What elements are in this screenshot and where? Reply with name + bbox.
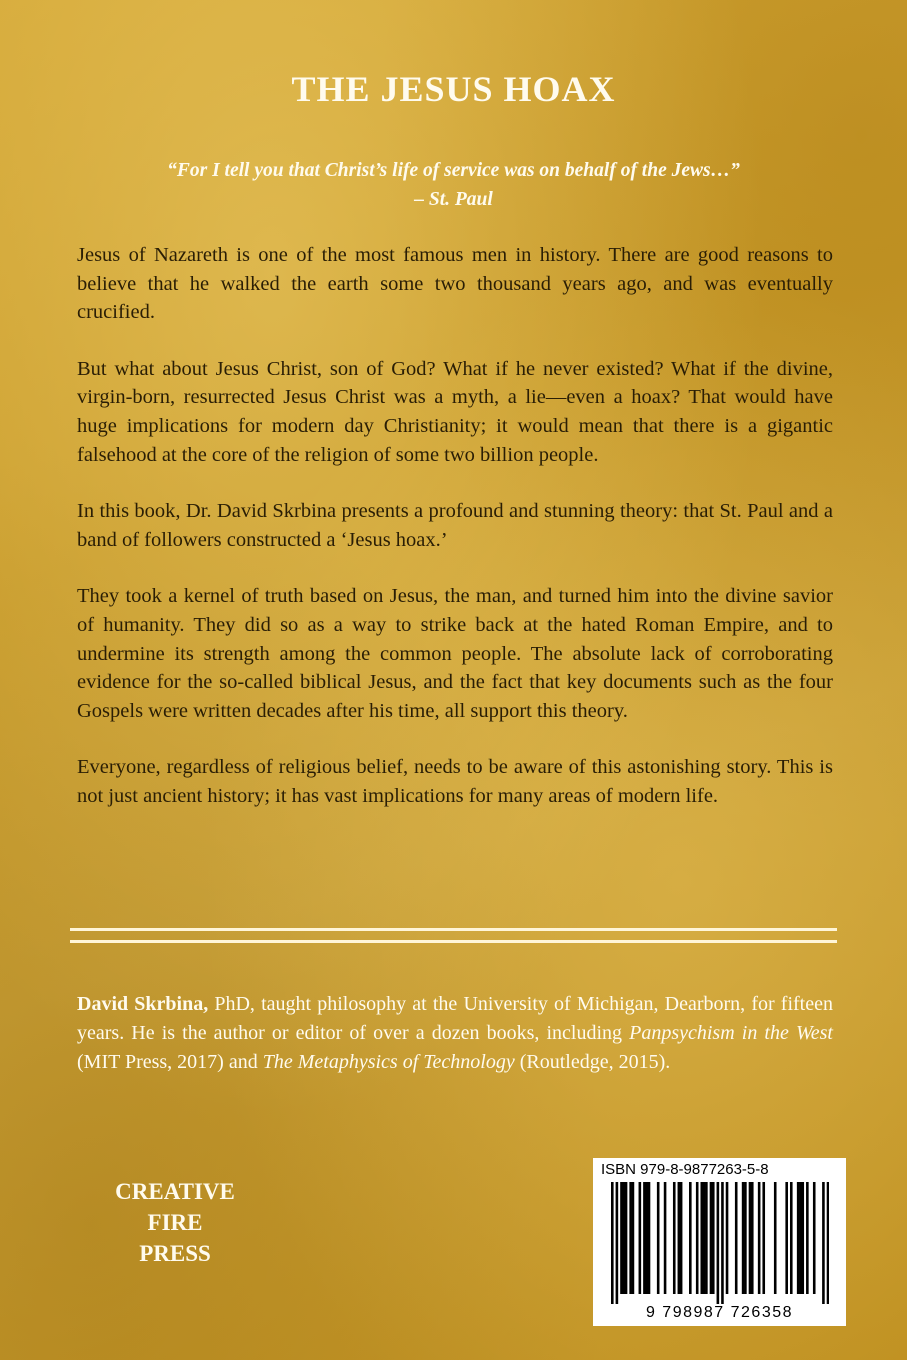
barcode-bar <box>620 1182 623 1294</box>
double-rule-divider <box>70 928 837 943</box>
barcode-bar <box>721 1182 724 1304</box>
publisher-line: CREATIVE <box>115 1179 235 1204</box>
barcode-bar <box>790 1182 793 1294</box>
barcode-bar <box>813 1182 816 1294</box>
barcode-bar <box>822 1182 825 1304</box>
barcode-bar <box>827 1182 829 1304</box>
barcode-bar <box>744 1182 747 1294</box>
blurb-paragraph: They took a kernel of truth based on Jesus, the man, and turned him into the divine savior of humanity. They did so as a way to strike back at the hated Roman Empire, and to undermine its strength among the common people. The absolute lack of corroborating evidence for the so-called biblical Jesus, and the fact that key documents such as the four Gospels were written decades after his time, all support this theory. <box>77 585 833 722</box>
barcode-bars <box>611 1182 829 1304</box>
blurb <box>77 241 833 839</box>
book-reference: The Metaphysics of Technology <box>262 1051 515 1073</box>
barcode-bar <box>696 1182 699 1294</box>
barcode-bar <box>680 1182 683 1294</box>
author-bio-text: (MIT Press, 2017) and <box>77 1051 263 1073</box>
barcode-bar <box>801 1182 804 1294</box>
author-bio-text: (Routledge, 2015). <box>514 1051 671 1073</box>
epigraph <box>60 156 847 214</box>
publisher-logo <box>100 1176 250 1269</box>
publisher-line: PRESS <box>139 1241 211 1266</box>
publisher-line: FIRE <box>147 1210 203 1235</box>
blurb-paragraph: In this book, Dr. David Skrbina presents a profound and stunning theory: that St. Paul and a band of followers constructed a ‘Jesus hoax.’ <box>77 500 833 551</box>
barcode-bar <box>751 1182 754 1294</box>
barcode-bar <box>785 1182 788 1294</box>
barcode-bar <box>664 1182 667 1294</box>
barcode-bar <box>749 1182 752 1294</box>
barcode-digits: 9 798987 726358 <box>645 1304 794 1321</box>
blurb-paragraph: But what about Jesus Christ, son of God? What if he never existed? What if the divine, virgin-born, resurrected Jesus Christ was a myth, a lie—even a hoax? That would have huge implications for modern day Christianity; it would mean that there is a gigantic falsehood at the core of the religion of some two billion people. <box>77 357 833 466</box>
barcode-bar <box>689 1182 692 1294</box>
barcode-bar <box>648 1182 651 1294</box>
barcode-bar <box>799 1182 802 1294</box>
barcode-bar <box>625 1182 628 1294</box>
barcode-bar <box>678 1182 681 1294</box>
author-name: David Skrbina, <box>77 993 209 1015</box>
barcode-bar <box>762 1182 765 1294</box>
barcode-bar <box>673 1182 676 1294</box>
barcode-bar <box>700 1182 703 1294</box>
barcode-bar <box>643 1182 646 1294</box>
book-title: THE JESUS HOAX <box>291 69 616 109</box>
book-reference: Panpsychism in the West <box>629 1022 833 1044</box>
barcode-bar <box>758 1182 761 1294</box>
barcode-bar <box>710 1182 713 1294</box>
barcode-bar <box>616 1182 619 1304</box>
author-bio-text: PhD, taught philosophy at the University of Michigan, Dearborn, for fifteen years. He is the author or editor of over a dozen books, including <box>77 993 833 1044</box>
barcode-bar <box>774 1182 777 1294</box>
barcode-bar <box>712 1182 715 1294</box>
barcode-bar <box>629 1182 632 1294</box>
barcode-bar <box>703 1182 706 1294</box>
author-bio <box>77 990 833 1077</box>
barcode-bar <box>726 1182 729 1294</box>
barcode-bar <box>632 1182 635 1294</box>
barcode-bar <box>742 1182 745 1294</box>
isbn-barcode <box>593 1158 846 1326</box>
barcode-bar <box>717 1182 720 1304</box>
blurb-paragraph: Everyone, regardless of religious belief, needs to be aware of this astonishing story. This is not just ancient history; it has vast implications for many areas of modern life. <box>77 756 833 807</box>
epigraph-attribution: – St. Paul <box>414 189 493 210</box>
isbn-label: ISBN 979-8-9877263-5-8 <box>601 1161 769 1178</box>
barcode-bar <box>735 1182 738 1294</box>
barcode-bar <box>657 1182 660 1294</box>
barcode-bar <box>705 1182 708 1294</box>
blurb-paragraph: Jesus of Nazareth is one of the most famous men in history. There are good reasons to believe that he walked the earth some two thousand years ago, and was eventually crucified. <box>77 244 833 324</box>
epigraph-quote: “For I tell you that Christ’s life of service was on behalf of the Jews…” <box>167 160 740 181</box>
barcode-bar <box>797 1182 800 1294</box>
barcode-bar <box>806 1182 809 1294</box>
barcode-bar <box>645 1182 648 1294</box>
barcode-bar <box>622 1182 625 1294</box>
barcode-bar <box>639 1182 642 1294</box>
barcode-bar <box>611 1182 614 1304</box>
